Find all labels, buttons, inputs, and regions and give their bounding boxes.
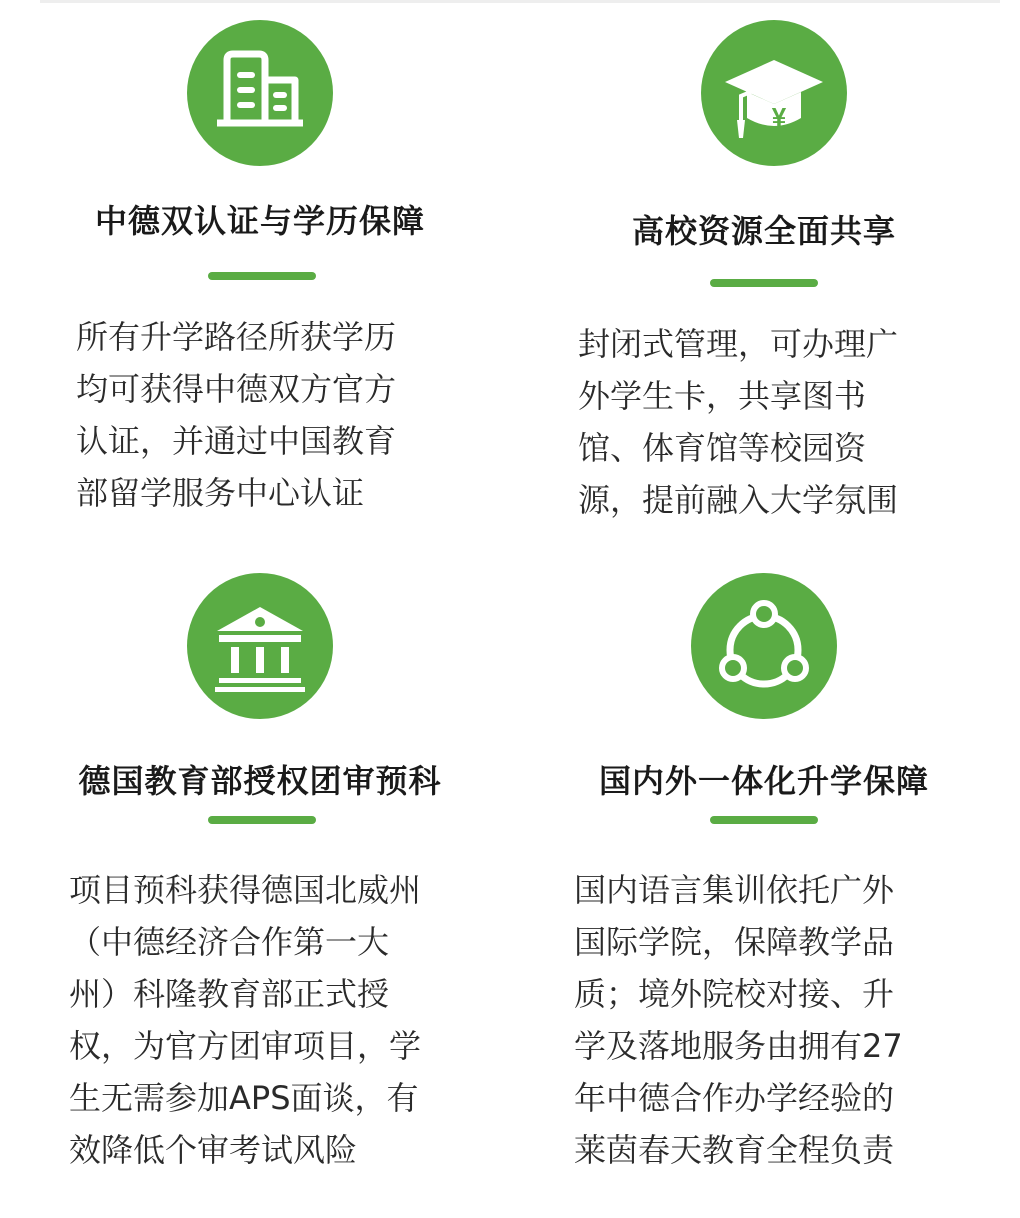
description-line: 生无需参加APS面谈，有: [69, 1079, 419, 1117]
feature-card-progression: [544, 560, 984, 1180]
feature-title: 高校资源全面共享: [631, 212, 896, 250]
description-line: 均可获得中德双方官方: [76, 370, 397, 408]
feature-icon-circle: [701, 20, 847, 166]
description-line: 权，为官方团审项目，学: [69, 1027, 422, 1065]
description-line: 源，提前融入大学氛围: [578, 481, 899, 519]
feature-title: 国内外一体化升学保障: [598, 762, 929, 800]
feature-icon-circle: [187, 573, 333, 719]
title-underline: [710, 816, 818, 824]
description-line: （中德经济合作第一大: [69, 923, 390, 961]
title-underline: [208, 816, 316, 824]
description-line: 质；境外院校对接、升: [574, 975, 895, 1013]
yen-symbol: ¥: [771, 102, 787, 132]
feature-description: [578, 318, 956, 526]
description-line: 国际学院，保障教学品: [574, 923, 895, 961]
feature-card-certification: [40, 0, 480, 560]
feature-title: 中德双认证与学历保障: [94, 202, 425, 240]
title-underline: [710, 279, 818, 287]
description-line: 效降低个审考试风险: [69, 1131, 358, 1169]
buildings-icon: [187, 20, 333, 166]
description-line: 外学生卡，共享图书: [578, 377, 867, 415]
cycle-network-icon: [691, 573, 837, 719]
description-line: 学及落地服务由拥有27: [574, 1027, 903, 1065]
feature-card-accreditation: [40, 560, 480, 1180]
description-line: 项目预科获得德国北威州: [69, 871, 422, 909]
description-line: 部留学服务中心认证: [76, 474, 365, 512]
description-line: 所有升学路径所获学历: [76, 318, 397, 356]
description-line: 国内语言集训依托广外: [574, 871, 895, 909]
title-underline: [208, 272, 316, 280]
description-line: 馆、体育馆等校园资: [578, 429, 867, 467]
feature-card-resources: [544, 0, 984, 560]
description-line: 年中德合作办学经验的: [574, 1079, 895, 1117]
feature-description: [76, 311, 456, 519]
description-line: 封闭式管理，可办理广: [578, 325, 899, 363]
graduation-cap-yen-icon: [701, 20, 847, 166]
institution-building-icon: [187, 573, 333, 719]
description-line: 莱茵春天教育全程负责: [574, 1131, 895, 1169]
feature-title: 德国教育部授权团审预科: [78, 762, 442, 800]
feature-description: [69, 864, 475, 1176]
description-line: 州）科隆教育部正式授: [69, 975, 390, 1013]
description-line: 认证，并通过中国教育: [76, 422, 397, 460]
feature-icon-circle: [691, 573, 837, 719]
feature-icon-circle: [187, 20, 333, 166]
feature-description: [574, 864, 954, 1176]
